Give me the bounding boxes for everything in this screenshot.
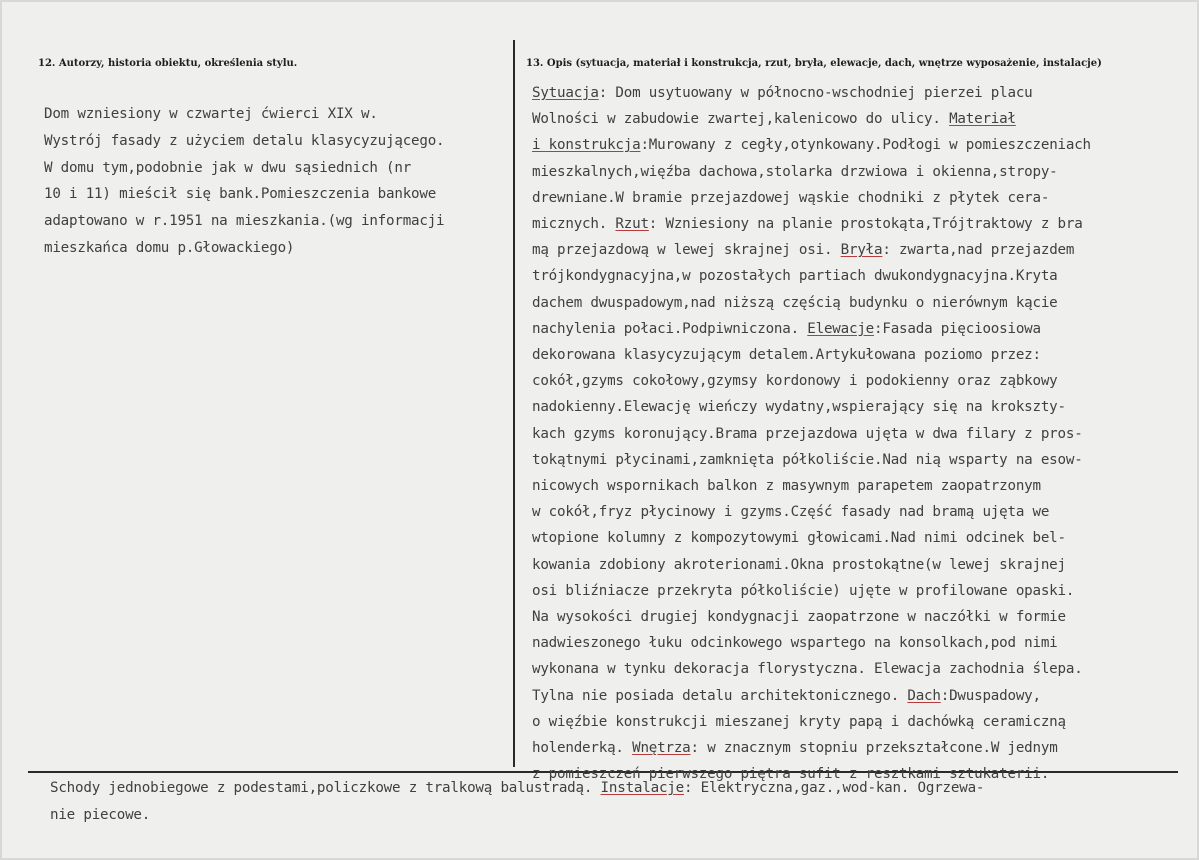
- section-keyword: Bryła: [840, 242, 883, 259]
- text-run: Tylna nie posiada detalu architektonicznego.: [532, 687, 908, 704]
- text-run: : w znacznym stopniu przekształcone.W jednym: [690, 740, 1058, 756]
- description-line: [532, 190, 1049, 206]
- text-run: micznych.: [532, 216, 616, 232]
- description-line: [532, 740, 1058, 756]
- description-line: [532, 688, 1041, 704]
- text-run: drewniane.W bramie przejazdowej wąskie chodniki z płytek cera-: [532, 189, 1050, 206]
- description-line: [532, 714, 1066, 730]
- description-line: [532, 452, 1083, 468]
- history-line: 10 i 11) mieścił się bank.Pomieszczenia bankowe: [44, 186, 437, 203]
- section-keyword: Materiał: [949, 111, 1016, 128]
- description-line: [532, 242, 1074, 258]
- column-divider: [513, 40, 515, 767]
- text-run: Na wysokości drugiej kondygnacji zaopatrzone w naczółki w formie: [532, 609, 1066, 625]
- text-run: : zwarta,nad przejazdem: [882, 242, 1075, 259]
- text-run: mą przejazdową w lewej skrajnej osi.: [532, 242, 841, 259]
- text-run: kach gzyms koronujący.Brama przejazdowa ujęta w dwa filary z pros-: [532, 425, 1083, 442]
- description-line: [532, 111, 1016, 127]
- continuation-line: [50, 780, 984, 796]
- text-run: nadwieszonego łuku odcinkowego wspartego na konsolkach,pod nimi: [532, 635, 1058, 652]
- description-line: [532, 530, 1066, 546]
- description-line: [532, 399, 1066, 415]
- description-line: [532, 426, 1083, 442]
- description-line: [532, 557, 1066, 573]
- text-run: Schody jednobiegowe z podestami,policzkowe z tralkową balustradą.: [50, 780, 601, 796]
- text-run: : Dom usytuowany w północno-wschodniej pierzei placu: [598, 85, 1033, 101]
- text-run: nie piecowe.: [50, 806, 151, 823]
- text-run: holenderką.: [532, 740, 633, 756]
- text-run: osi bliźniacze przekryta półkoliście) ujęte w profilowane opaski.: [532, 582, 1075, 599]
- description-line: [532, 609, 1066, 625]
- section-keyword: Wnętrza: [632, 740, 691, 756]
- text-run: nachylenia połaci.Podpiwniczona.: [532, 320, 808, 337]
- description-line: [532, 137, 1091, 153]
- description-line: [532, 295, 1058, 311]
- description-line: [532, 635, 1058, 651]
- description-line: [532, 661, 1083, 677]
- section-keyword: i konstrukcja: [532, 137, 641, 154]
- description-line: [532, 216, 1083, 232]
- text-run: tokątnymi płycinami,zamknięta półkoliście.Nad nią wsparty na esow-: [532, 451, 1083, 468]
- history-line: mieszkańca domu p.Głowackiego): [44, 240, 295, 256]
- history-line: Dom wzniesiony w czwartej ćwierci XIX w.: [44, 106, 378, 122]
- text-run: : Wzniesiony na planie prostokąta,Trójtraktowy z bra: [648, 216, 1083, 232]
- text-run: :Murowany z cegły,otynkowany.Podłogi w pomieszczeniach: [640, 137, 1091, 154]
- section-keyword: Sytuacja: [532, 85, 599, 101]
- history-line: W domu tym,podobnie jak w dwu sąsiednich (nr: [44, 159, 412, 176]
- description-line: [532, 164, 1058, 180]
- text-run: trójkondygnacyjna,w pozostałych partiach dwukondygnacyjna.Kryta: [532, 268, 1058, 285]
- text-run: o więźbie konstrukcji mieszanej kryty papą i dachówką ceramiczną: [532, 713, 1066, 730]
- section-12-header: 12. Autorzy, historia obiektu, określenia stylu.: [38, 58, 298, 69]
- history-line: adaptowano w r.1951 na mieszkania.(wg informacji: [44, 213, 445, 230]
- text-run: w cokół,fryz płycinowy i gzyms.Część fasady nad bramą ujęta we: [532, 504, 1050, 521]
- description-line: [532, 504, 1049, 520]
- description-line: [532, 583, 1074, 599]
- text-run: Wolności w zabudowie zwartej,kalenicowo do ulicy.: [532, 111, 950, 128]
- description-line: [532, 268, 1058, 284]
- section-keyword: Rzut: [615, 216, 649, 232]
- text-run: kowania zdobiony akroterionami.Okna prostokątne(w lewej skrajnej: [532, 556, 1066, 573]
- description-line: [532, 321, 1041, 337]
- text-run: : Elektryczna,gaz.,wod-kan. Ogrzewa-: [683, 780, 985, 796]
- text-run: wykonana w tynku dekoracja florystyczna. Elewacja zachodnia ślepa.: [532, 661, 1083, 678]
- section-13-header: 13. Opis (sytuacja, materiał i konstrukcja, rzut, bryła, elewacje, dach, wnętrze wyposażenie, instalacje): [526, 58, 1102, 69]
- description-line: [532, 478, 1041, 494]
- continuation-line: [50, 807, 150, 823]
- description-line: [532, 373, 1058, 389]
- text-run: nicowych wspornikach balkon z masywnym parapetem zaopatrzonym: [532, 478, 1041, 494]
- description-line: [532, 347, 1041, 363]
- text-run: :Dwuspadowy,: [940, 687, 1041, 704]
- text-run: nadokienny.Elewację wieńczy wydatny,wspierający się na krokszty-: [532, 399, 1066, 416]
- history-line: Wystrój fasady z użyciem detalu klasycyzującego.: [44, 132, 445, 149]
- text-run: dachem dwuspadowym,nad niższą częścią budynku o nierównym kącie: [532, 294, 1058, 311]
- text-run: mieszkalnych,więźba dachowa,stolarka drzwiowa i okienna,stropy-: [532, 163, 1058, 180]
- text-run: z pomieszczeń pierwszego piętra sufit z resztkami sztukaterii.: [532, 766, 1050, 783]
- section-keyword: Elewacje: [807, 320, 875, 337]
- description-line: [532, 85, 1033, 101]
- section-keyword: Dach: [907, 687, 941, 704]
- text-run: cokół,gzyms cokołowy,gzymsy kordonowy i podokienny oraz ząbkowy: [532, 373, 1058, 390]
- text-run: wtopione kolumny z kompozytowymi głowicami.Nad nimi odcinek bel-: [532, 530, 1066, 547]
- text-run: dekorowana klasycyzującym detalem.Artykułowana poziomo przez:: [532, 347, 1041, 363]
- section-keyword: Instalacje: [600, 780, 684, 796]
- text-run: :Fasada pięcioosiowa: [874, 320, 1041, 337]
